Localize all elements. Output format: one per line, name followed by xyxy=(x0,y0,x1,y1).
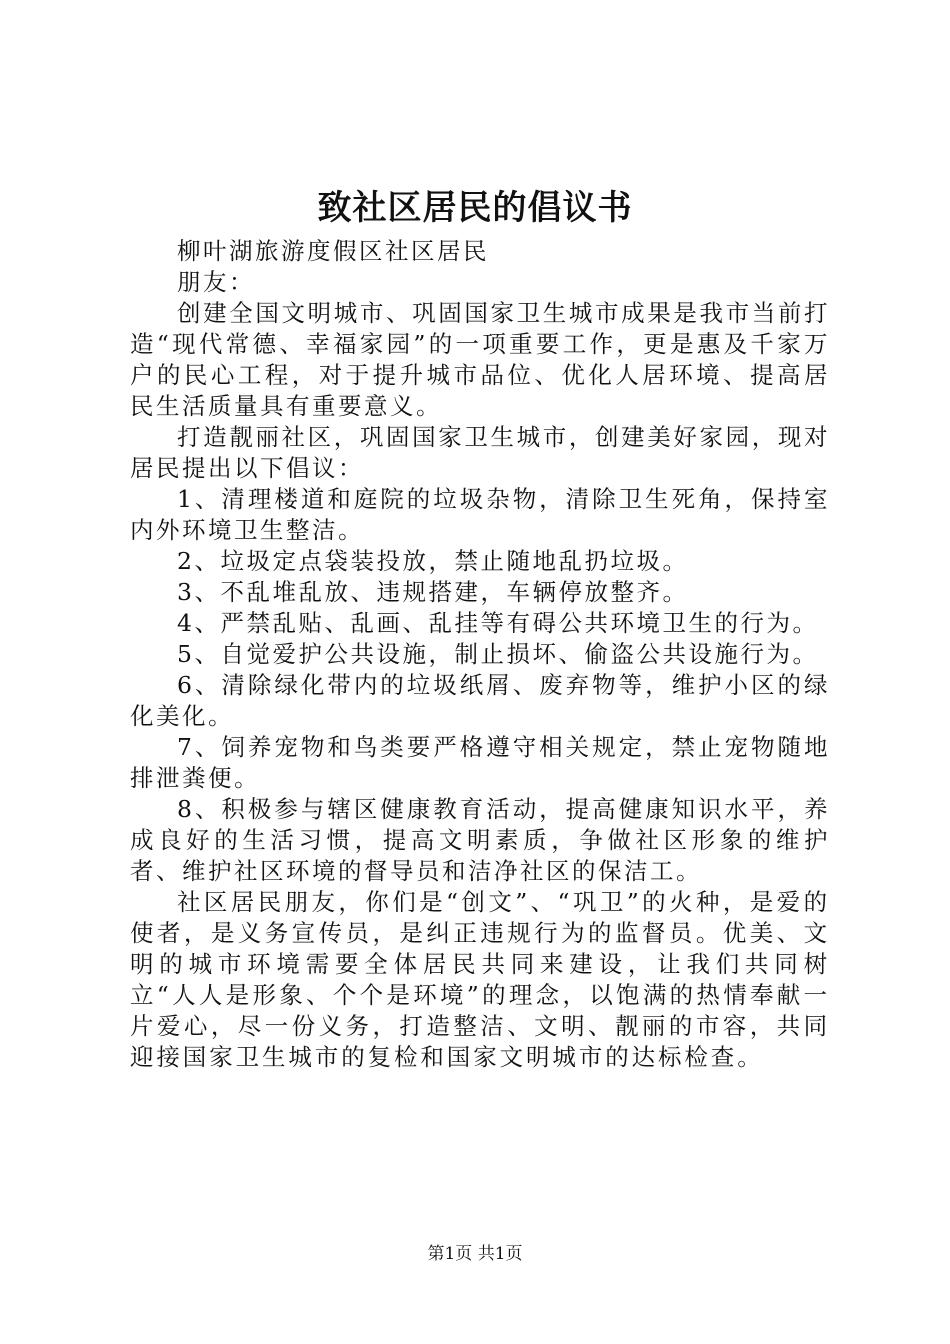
page-title: 致社区居民的倡议书 xyxy=(317,188,633,228)
page-number: 第1页 共1页 xyxy=(427,1244,523,1264)
proposal-lead-paragraph: 打造靓丽社区，巩固国家卫生城市，创建美好家园，现对居民提出以下倡议： xyxy=(130,423,830,482)
salutation-line: 柳叶湖旅游度假区社区居民 xyxy=(177,237,489,265)
document-body xyxy=(130,236,830,1073)
proposal-item: 6、清除绿化带内的垃圾纸屑、废弃物等，维护小区的绿化美化。 xyxy=(130,671,830,730)
proposal-item: 7、饲养宠物和鸟类要严格遵守相关规定，禁止宠物随地排泄粪便。 xyxy=(130,733,830,792)
proposal-item: 3、不乱堆乱放、违规搭建，车辆停放整齐。 xyxy=(177,578,689,606)
salutation-line: 朋友： xyxy=(177,268,255,296)
proposal-item: 4、严禁乱贴、乱画、乱挂等有碍公共环境卫生的行为。 xyxy=(177,609,819,637)
proposal-item: 2、垃圾定点袋装投放，禁止随地乱扔垃圾。 xyxy=(177,547,689,575)
proposal-item: 8、积极参与辖区健康教育活动，提高健康知识水平，养成良好的生活习惯，提高文明素质，争做社区形象的维护者、维护社区环境的督导员和洁净社区的保洁工。 xyxy=(130,795,830,885)
intro-paragraph: 创建全国文明城市、巩固国家卫生城市成果是我市当前打造“现代常德、幸福家园”的一项重要工作，更是惠及千家万户的民心工程，对于提升城市品位、优化人居环境、提高居民生活质量具有重要意义。 xyxy=(130,299,830,420)
proposal-item: 1、清理楼道和庭院的垃圾杂物，清除卫生死角，保持室内外环境卫生整洁。 xyxy=(130,485,830,544)
closing-paragraph: 社区居民朋友，你们是“创文”、“巩卫”的火种，是爱的使者，是义务宣传员，是纠正违规行为的监督员。优美、文明的城市环境需要全体居民共同来建设，让我们共同树立“人人是形象、个个是环境”的理念，以饱满的热情奉献一片爱心，尽一份义务，打造整洁、文明、靓丽的市容，共同迎接国家卫生城市的复检和国家文明城市的达标检查。 xyxy=(130,888,830,1071)
proposal-item: 5、自觉爱护公共设施，制止损坏、偷盗公共设施行为。 xyxy=(177,640,819,668)
